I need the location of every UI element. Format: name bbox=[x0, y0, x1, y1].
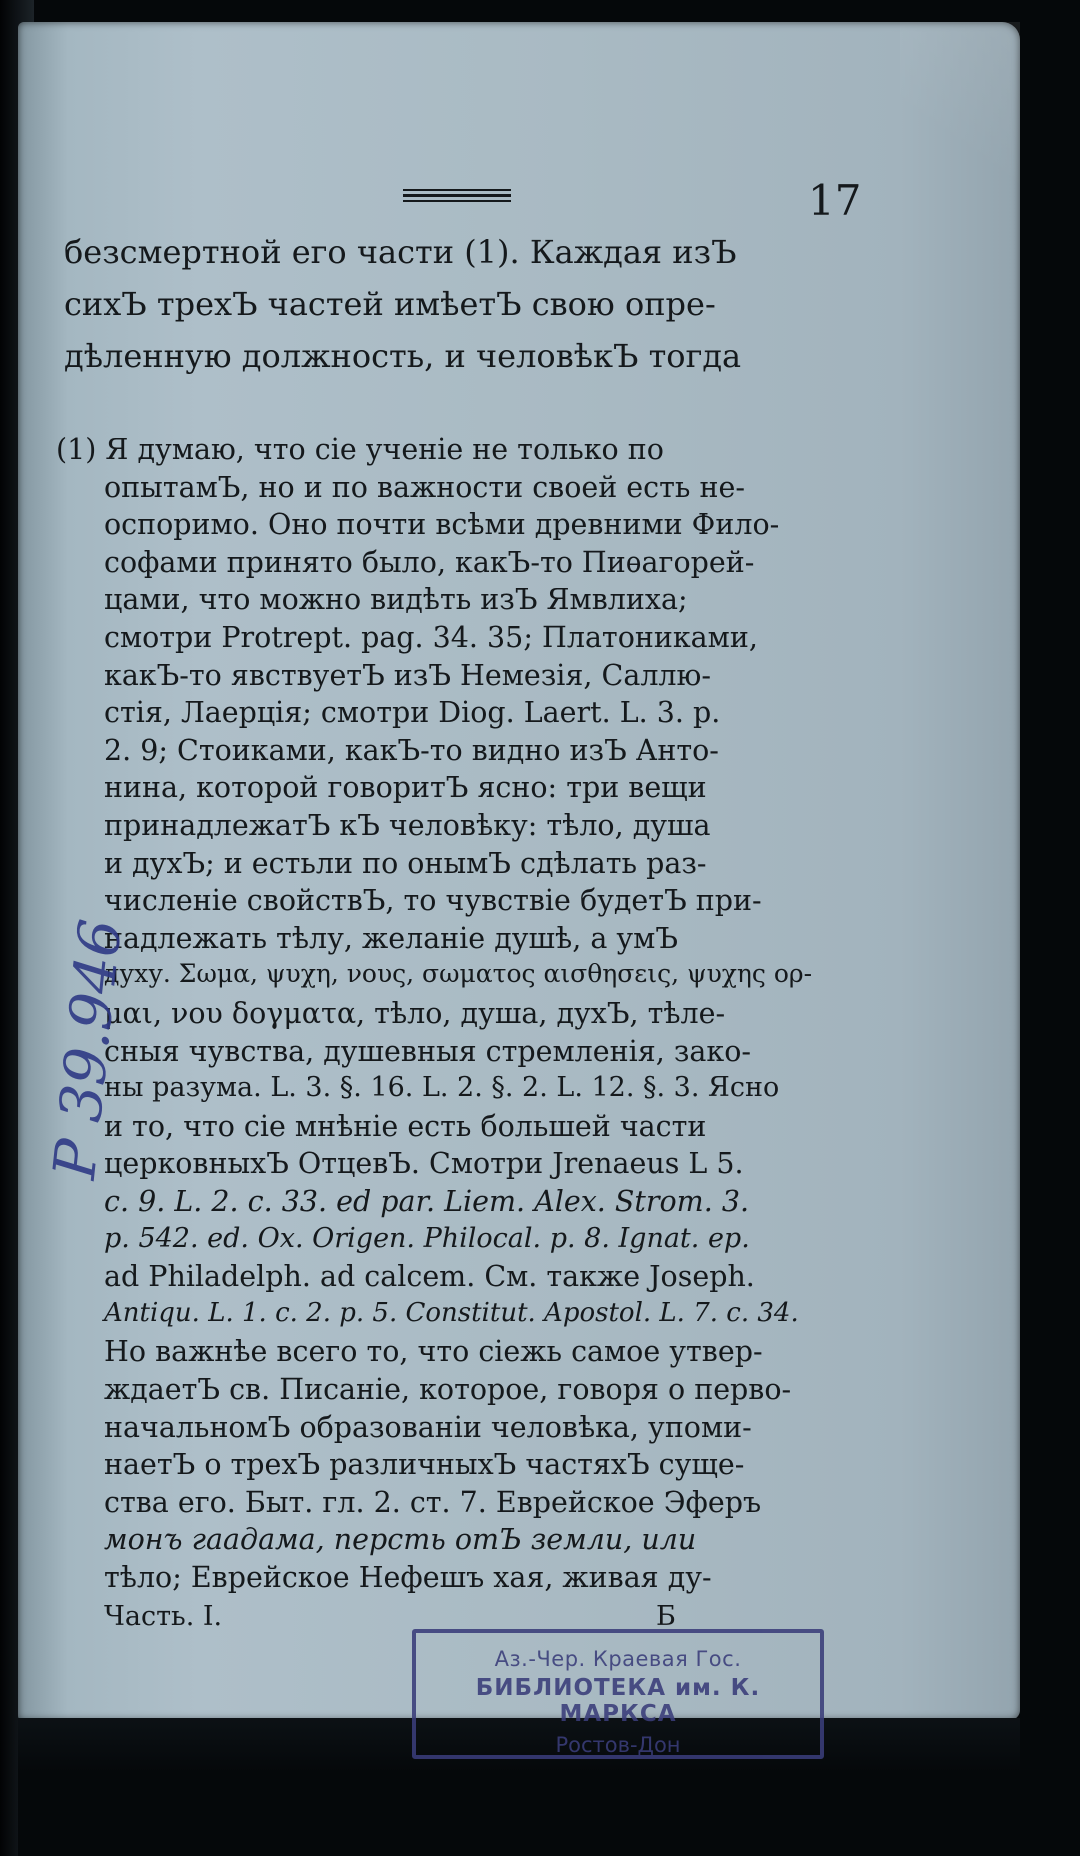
footnote-line: цами, что можно видѣть изЪ Ямвлиха; bbox=[104, 583, 688, 617]
footnote-line: духу. Σωμα, ψυχη, νους, σωματος αισθησεις, ψυχης ορ- bbox=[104, 959, 813, 989]
footnote-line: Но важнѣе всего то, что сіежь самое утвер- bbox=[104, 1335, 763, 1369]
footnote-line: численіе свойствЪ, то чувствіе будетЪ при- bbox=[104, 884, 762, 918]
main-text-line: дѣленную должность, и человѣкЪ тогда bbox=[64, 337, 742, 375]
footnote-line: 2. 9; Стоиками, какЪ-то видно изЪ Антo- bbox=[104, 733, 719, 767]
footnote-line: принадлежатЪ кЪ человѣку: тѣло, душа bbox=[104, 809, 711, 842]
footnote-line: ства его. Быт. гл. 2. ст. 7. Еврейское Эферъ bbox=[104, 1485, 762, 1519]
header-ornament-rule bbox=[403, 189, 511, 200]
library-stamp bbox=[412, 1629, 824, 1759]
footnote-line: оспоримо. Оно почти всѣми древними Фило- bbox=[104, 508, 780, 542]
footnote-line: сныя чувства, душевныя стремленія, зако- bbox=[104, 1034, 751, 1068]
stamp-line-2: БИБЛИОТЕКА им. К. МАРКСА bbox=[475, 1675, 761, 1727]
footnote-line: c. 9. L. 2. c. 33. ed par. Liem. Alex. Strom. 3. bbox=[104, 1185, 750, 1218]
footnote-line: ad Philadelph. ad calcem. См. также Joseph. bbox=[104, 1260, 755, 1294]
footnote-line: опытамЪ, но и по важности своей есть не- bbox=[104, 470, 745, 504]
shelfmark-handwritten bbox=[20, 845, 140, 1205]
footnote-line: и духЪ; и естьли по онымЪ сдѣлать раз- bbox=[104, 846, 707, 880]
footnote-line: начальномЪ образованіи человѣка, упоми- bbox=[104, 1410, 752, 1444]
footnote-line: p. 542. ed. Ox. Origen. Philocal. p. 8. Ignat. ep. bbox=[104, 1222, 750, 1254]
footnote-line: ждаетЪ св. Писаніе, которое, говоря о перво- bbox=[104, 1373, 792, 1406]
footnote-line: Antiqu. L. 1. c. 2. p. 5. Constitut. Apostol. L. 7. c. 34. bbox=[104, 1297, 799, 1328]
footnote-line: наетЪ о трехЪ различныхЪ частяхЪ суще- bbox=[104, 1448, 745, 1482]
shelfmark-text: Р 39.946 bbox=[40, 916, 135, 1183]
footnote-line: и то, что сіе мнѣніе есть большей части bbox=[104, 1109, 707, 1143]
stamp-line-3: Ростов-Дон bbox=[555, 1733, 681, 1757]
footnote-line: софами принято было, какЪ-то Пиѳагорей- bbox=[104, 545, 755, 579]
footnote-line: монъ гаадама, персть отЪ земли, или bbox=[104, 1523, 697, 1557]
footnote-line: μαι, νου δογματα, тѣло, душа, духЪ, тѣле- bbox=[104, 997, 726, 1030]
footnote-line: смотри Protrept. pag. 34. 35; Платониками, bbox=[104, 621, 758, 654]
main-text-line: сихЪ трехЪ частей имѣетЪ свою опре- bbox=[64, 285, 716, 323]
signature-part: Часть. I. bbox=[104, 1600, 223, 1632]
footnote-line: надлежать тѣлу, желаніе душѣ, а умЪ bbox=[104, 921, 678, 955]
footnote-line: нина, которой говоритЪ ясно: три вещи bbox=[104, 771, 707, 805]
footnote-line: какЪ-то явствуетЪ изЪ Немезія, Саллю- bbox=[104, 658, 711, 692]
footnote-line: (1) Я думаю, что сіе ученіе не только по bbox=[56, 433, 664, 466]
page-number: 17 bbox=[808, 176, 862, 225]
signature-letter: Б bbox=[656, 1600, 676, 1632]
main-text-line: безсмертной его части (1). Каждая изЪ bbox=[64, 233, 737, 271]
footnote-line: церковныхЪ ОтцевЪ. Смотри Jrenaeus L 5. bbox=[104, 1147, 744, 1181]
footnote-line: тѣло; Еврейское Нефешъ хая, живая ду- bbox=[104, 1561, 712, 1594]
stamp-line-1: Аз.-Чер. Краевая Гос. bbox=[494, 1647, 742, 1671]
footnote-line: ны разума. L. 3. §. 16. L. 2. §. 2. L. 12. §. 3. Ясно bbox=[104, 1072, 780, 1104]
footnote-line: стія, Лаерція; смотри Diog. Laert. L. 3. p. bbox=[104, 696, 721, 730]
